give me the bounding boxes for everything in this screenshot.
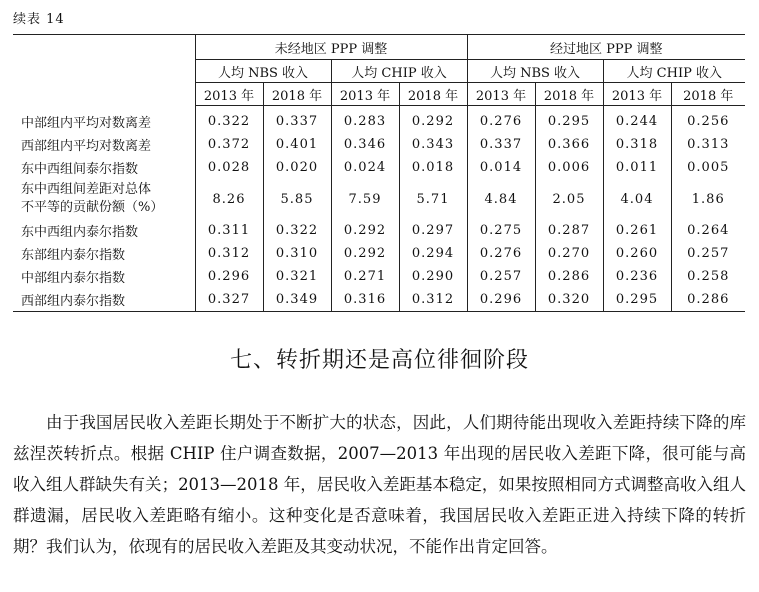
- year-header: 2018 年: [535, 83, 603, 106]
- table-cell: 0.343: [399, 133, 467, 156]
- subheader-chip-adjusted: 人均 CHIP 收入: [603, 60, 745, 83]
- table-cell: 0.260: [603, 242, 671, 265]
- subheader-nbs-adjusted: 人均 NBS 收入: [467, 60, 603, 83]
- table-cell: 0.011: [603, 156, 671, 179]
- table-cell: 0.006: [535, 156, 603, 179]
- table-cell: 0.372: [195, 133, 263, 156]
- row-label: [13, 179, 195, 219]
- table-row: [13, 156, 745, 179]
- table-row: [13, 106, 745, 134]
- table-cell: 0.295: [603, 288, 671, 312]
- table-cell: 0.283: [331, 106, 399, 134]
- table-cell: 0.292: [331, 242, 399, 265]
- subheader-chip-unadjusted: 人均 CHIP 收入: [331, 60, 467, 83]
- year-header: 2013 年: [331, 83, 399, 106]
- table-cell: 0.295: [535, 106, 603, 134]
- table-cell: 0.018: [399, 156, 467, 179]
- continued-table-label: 续表 14: [13, 12, 65, 27]
- table-row: [13, 219, 745, 242]
- table-cell: 0.311: [195, 219, 263, 242]
- row-label-line: 不平等的贡献份额（%）: [21, 200, 164, 215]
- table-cell: 0.028: [195, 156, 263, 179]
- row-label: 西部组内泰尔指数: [13, 288, 195, 312]
- subheader-nbs-unadjusted: 人均 NBS 收入: [195, 60, 331, 83]
- table-cell: 8.26: [195, 179, 263, 219]
- table-cell: 0.236: [603, 265, 671, 288]
- year-header: 2013 年: [195, 83, 263, 106]
- table-cell: 0.297: [399, 219, 467, 242]
- table-cell: 4.04: [603, 179, 671, 219]
- table-cell: 0.024: [331, 156, 399, 179]
- table-cell: 0.337: [467, 133, 535, 156]
- table-cell: 0.256: [671, 106, 745, 134]
- income-inequality-table: [13, 34, 745, 312]
- table-cell: 0.286: [671, 288, 745, 312]
- table-cell: 0.276: [467, 106, 535, 134]
- table-cell: 0.321: [263, 265, 331, 288]
- table-cell: 0.244: [603, 106, 671, 134]
- row-label: 中部组内泰尔指数: [21, 271, 126, 286]
- table-cell: 0.349: [263, 288, 331, 312]
- row-label: 东中西组内泰尔指数: [21, 225, 139, 240]
- table-row: [13, 133, 745, 156]
- group-header-adjusted: 经过地区 PPP 调整: [467, 35, 745, 60]
- table-cell: 0.337: [263, 106, 331, 134]
- table-cell: 5.71: [399, 179, 467, 219]
- table-cell: 0.261: [603, 219, 671, 242]
- table-cell: 0.401: [263, 133, 331, 156]
- year-header: 2013 年: [603, 83, 671, 106]
- row-label: 中部组内平均对数离差: [21, 115, 152, 131]
- table-cell: 0.275: [467, 219, 535, 242]
- year-header: 2018 年: [263, 83, 331, 106]
- table-cell: 0.316: [331, 288, 399, 312]
- table-cell: 0.258: [671, 265, 745, 288]
- table-cell: 0.296: [467, 288, 535, 312]
- table-cell: 0.290: [399, 265, 467, 288]
- row-label: 东中西组间泰尔指数: [21, 162, 139, 177]
- table-cell: 0.322: [195, 106, 263, 134]
- table-cell: 0.276: [467, 242, 535, 265]
- stub-header: [13, 35, 195, 106]
- table-cell: 0.296: [195, 265, 263, 288]
- table-cell: 0.310: [263, 242, 331, 265]
- row-label: 东部组内泰尔指数: [21, 248, 126, 263]
- table-cell: 0.327: [195, 288, 263, 312]
- table-row: [13, 288, 745, 312]
- table-cell: 0.312: [399, 288, 467, 312]
- body-paragraph: 由于我国居民收入差距长期处于不断扩大的状态，因此，人们期待能出现收入差距持续下降的库兹涅茨转折点。根据 CHIP 住户调查数据，2007—2013 年出现的居民收入差距下降，很可能与高收入组人群缺失有关；2013—2018 年，居民收入差距基本稳定，如果按照相同方式调整高收入组人群遗漏，居民收入差距略有缩小。这种变化是否意味着，我国居民收入差距正进入持续下降的转折期？我们认为，依现有的居民收入差距及其变动状况，不能作出肯定回答。: [13, 413, 746, 556]
- table-cell: 0.320: [535, 288, 603, 312]
- table-cell: 0.257: [671, 242, 745, 265]
- table-cell: 7.59: [331, 179, 399, 219]
- group-header-unadjusted: 未经地区 PPP 调整: [195, 35, 467, 60]
- table-row: [13, 242, 745, 265]
- table-cell: 4.84: [467, 179, 535, 219]
- table-cell: 0.292: [399, 106, 467, 134]
- table-cell: 5.85: [263, 179, 331, 219]
- table-cell: 0.287: [535, 219, 603, 242]
- year-header: 2013 年: [467, 83, 535, 106]
- table-cell: 0.294: [399, 242, 467, 265]
- year-header: 2018 年: [399, 83, 467, 106]
- section-heading: 七、转折期还是高位徘徊阶段: [229, 348, 529, 373]
- table-cell: 0.366: [535, 133, 603, 156]
- table-cell: 0.020: [263, 156, 331, 179]
- year-header: 2018 年: [671, 83, 745, 106]
- table-cell: 0.005: [671, 156, 745, 179]
- table-cell: 0.014: [467, 156, 535, 179]
- table-cell: 0.271: [331, 265, 399, 288]
- table-cell: 0.257: [467, 265, 535, 288]
- table-cell: 0.312: [195, 242, 263, 265]
- table-cell: 0.292: [331, 219, 399, 242]
- table-cell: 0.270: [535, 242, 603, 265]
- table-cell: 0.264: [671, 219, 745, 242]
- table-cell: 0.322: [263, 219, 331, 242]
- table-cell: 2.05: [535, 179, 603, 219]
- row-label: 西部组内平均对数离差: [21, 139, 152, 154]
- table-cell: 0.346: [331, 133, 399, 156]
- row-label-line: 东中西组间差距对总体: [21, 182, 152, 197]
- table-row: [13, 179, 745, 219]
- table-cell: 0.313: [671, 133, 745, 156]
- table-cell: 1.86: [671, 179, 745, 219]
- table-cell: 0.318: [603, 133, 671, 156]
- table-row: [13, 265, 745, 288]
- table-cell: 0.286: [535, 265, 603, 288]
